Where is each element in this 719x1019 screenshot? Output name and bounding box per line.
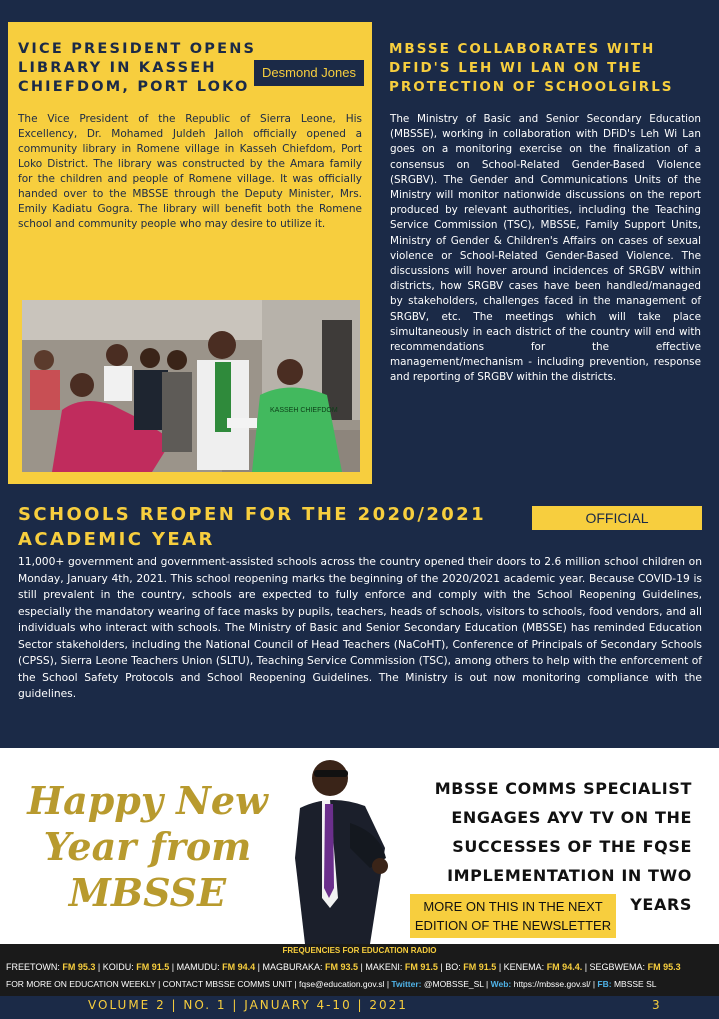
- new-year-greeting: [20, 778, 275, 916]
- station-frequency: FM 91.5: [463, 962, 497, 972]
- contact-email-link[interactable]: fqse@education.gov.sl: [298, 979, 385, 989]
- shirt-print-text: KASSEH CHIEFDOM: [270, 407, 338, 414]
- library-photo-illustration: [22, 300, 360, 472]
- website-link[interactable]: https://mbsse.gov.sl/: [513, 979, 591, 989]
- station-frequency: FM 95.3: [62, 962, 96, 972]
- station-city: MAMUDU:: [176, 962, 220, 972]
- more-next-edition-badge: MORE ON THIS IN THE NEXT EDITION OF THE NEWSLETTER: [410, 894, 616, 938]
- left-article-body: The Vice President of the Republic of Sierra Leone, His Excellency, Dr. Mohamed Juldeh Jalloh officially opened a community library in Romene village in Kasseh Chiefdom, Port Loko District. The library was constructed by the Amara family for the children and people of Romene village. It was officially handed over to the MBSSE through the Deputy Minister, Mrs. Emily Kadiatu Gogra. The library will benefit both the Romene school and community people who may desire to utilize it.: [18, 113, 362, 230]
- greeting-line-3: MBSSE: [68, 870, 227, 915]
- radio-stations-list: FREETOWN: FM 95.3 | KOIDU: FM 91.5 | MAMUDU: FM 94.4 | MAGBURAKA: FM 93.5 | MAKENI: FM 91.5 | BO: FM 91.5 | KENEMA: FM 94.4. | SEGBWEMA: FM 95.3: [6, 962, 681, 972]
- library-opening-photo: [22, 300, 360, 472]
- right-article-body: The Ministry of Basic and Senior Secondary Education (MBSSE), working in collaboration with DFiD's Leh Wi Lan goes on a monitoring exercise on the finalization of a consensus on School-Related Gender-Based Violence (SRGBV). The Gender and Communications Units of the Ministry will monitor nationwide discussions on the report produced by relevant authorities, including the Teaching Service Commission (TSC), MBSSE, Family Support Units, Ministry of Gender & Children's Affairs on cases of sexual violence or School-Related Gender-Based Violence. The discussions will hover around incidences of SRGBV within districts, how SRGBV cases have been handled/managed by stakeholders, challenges faced in the management of SRGBV, etc. The meetings which will take place simultaneously in each district of the country will end with recommendations for the effective management/mechanism - including prevention, response and reporting of SRGBV within the districts.: [390, 113, 701, 384]
- page-number: 3: [652, 998, 660, 1012]
- station-city: KENEMA:: [503, 962, 545, 972]
- twitter-label: Twitter:: [391, 979, 422, 989]
- author-badge: Desmond Jones: [254, 60, 364, 86]
- station-city: MAGBURAKA:: [262, 962, 323, 972]
- facebook-label: FB:: [597, 979, 612, 989]
- middle-article-body: 11,000+ government and government-assisted schools across the country opened their doors to 2.6 million school children on Monday, January 4th, 2021. This school reopening marks the beginning of the 2020/2021 academic year. Because COVID-19 is still prevalent in the country, schools are expected to fully enforce and comply with the School Reopening Guidelines, especially the mandatory wearing of face masks by pupils, teachers, heads of schools, visitors to schools, food vendors, and all individuals who interact with schools. The Ministry of Basic and Senior Secondary Education (MBSSE) has reminded Education Sector stakeholders, including the National Council of Head Teachers (NaCoHT), Conference of Principals of Secondary Schools (CPSS), Sierra Leone Teachers Union (SLTU), Teaching Service Commission (TSC), among others to help with the enforcement of the School Safety Protocols and School Reopening Guidelines. The Ministry is out now monitoring compliance with the guidelines.: [18, 555, 702, 700]
- comms-specialist-photo: [290, 748, 400, 944]
- bottom-promo-section: [0, 748, 719, 944]
- station-frequency: FM 91.5: [404, 962, 438, 972]
- greeting-line-2: Year from: [43, 824, 252, 869]
- station-frequency: FM 94.4.: [546, 962, 583, 972]
- contact-intro: FOR MORE ON EDUCATION WEEKLY | CONTACT MBSSE COMMS UNIT |: [6, 979, 297, 989]
- comms-specialist-illustration: [290, 748, 400, 944]
- station-city: KOIDU:: [102, 962, 134, 972]
- station-city: FREETOWN:: [6, 962, 60, 972]
- station-frequency: FM 95.3: [647, 962, 681, 972]
- page-footer: [0, 996, 719, 1019]
- left-article-title: VICE PRESIDENT OPENS LIBRARY IN KASSEH CHIEFDOM, PORT LOKO: [18, 41, 257, 95]
- official-badge: OFFICIAL: [532, 506, 702, 530]
- facebook-link[interactable]: MBSSE SL: [613, 979, 657, 989]
- station-frequency: FM 91.5: [136, 962, 170, 972]
- issue-info: VOLUME 2 | NO. 1 | JANUARY 4-10 | 2021: [88, 998, 408, 1012]
- station-frequency: FM 94.4: [222, 962, 256, 972]
- station-city: MAKENI:: [365, 962, 403, 972]
- contact-line: FOR MORE ON EDUCATION WEEKLY | CONTACT MBSSE COMMS UNIT | fqse@education.gov.sl | Twitter: @MOBSSE_SL | Web: https://mbsse.gov.sl/ | FB: MBSSE SL: [6, 979, 657, 989]
- education-radio-strip: [0, 944, 719, 996]
- station-city: BO:: [445, 962, 461, 972]
- web-label: Web:: [490, 979, 512, 989]
- right-article-title: MBSSE COLLABORATES WITH DFID'S LEH WI LAN ON THE PROTECTION OF SCHOOLGIRLS: [389, 41, 674, 95]
- twitter-handle-link[interactable]: @MOBSSE_SL: [423, 979, 484, 989]
- comms-article-title: MBSSE COMMS SPECIALIST ENGAGES AYV TV ON THE SUCCESSES OF THE FQSE IMPLEMENTATION IN TWO YEARS: [434, 779, 692, 914]
- station-frequency: FM 93.5: [325, 962, 359, 972]
- left-article-panel: [8, 22, 372, 484]
- greeting-line-1: Happy New: [27, 778, 268, 823]
- station-city: SEGBWEMA:: [589, 962, 646, 972]
- middle-article-title: SCHOOLS REOPEN FOR THE 2020/2021 ACADEMIC YEAR: [18, 504, 487, 550]
- radio-frequencies-title: FREQUENCIES FOR EDUCATION RADIO: [282, 946, 437, 955]
